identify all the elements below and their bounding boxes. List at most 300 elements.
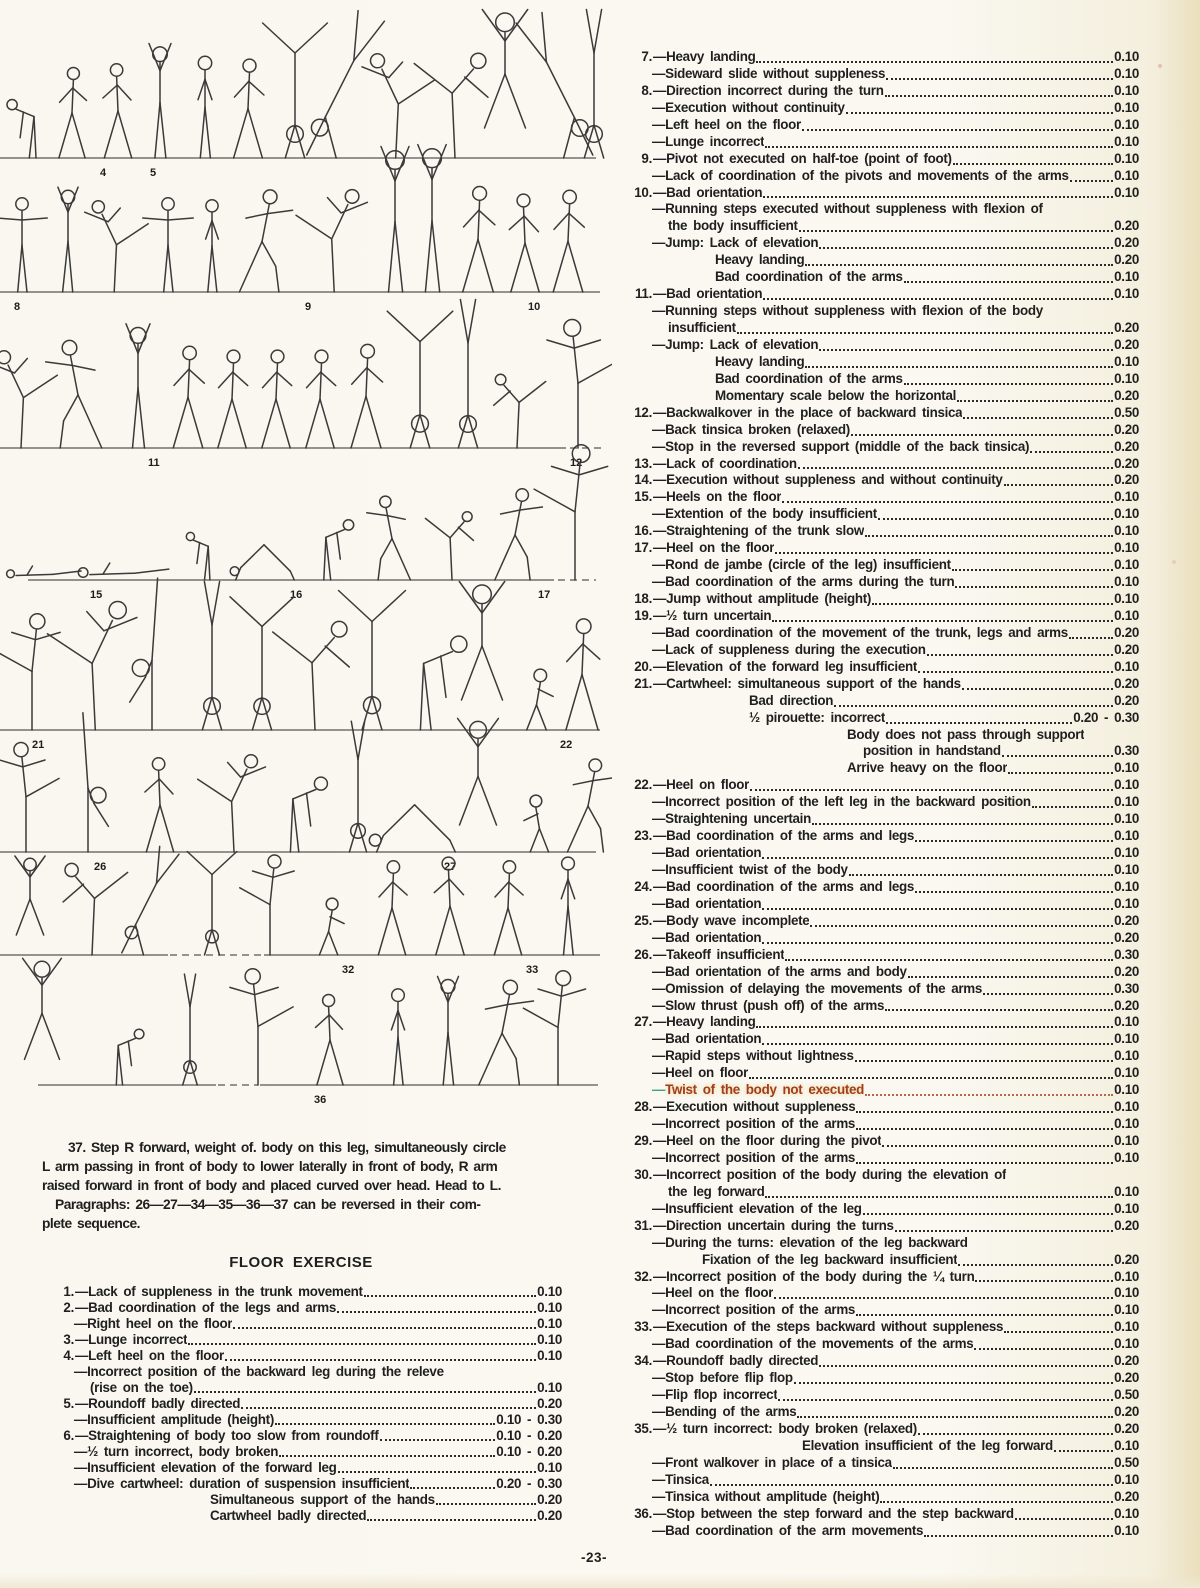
deduction-line bbox=[622, 1370, 1139, 1387]
line-text: Running steps without suppleness with flexion of the body bbox=[665, 303, 1043, 319]
deduction-line bbox=[622, 930, 1139, 947]
dot-leader bbox=[915, 840, 1113, 842]
gymnast-figure-lunge bbox=[479, 980, 534, 1085]
line-text: Incorrect position of the arms bbox=[665, 1116, 856, 1132]
line-number: 17. bbox=[634, 540, 652, 556]
line-text: Bad coordination of the arms bbox=[715, 269, 903, 285]
gymnast-figure-bend bbox=[420, 636, 467, 730]
dash: — bbox=[653, 607, 667, 623]
dot-leader bbox=[856, 1111, 1113, 1113]
dot-leader bbox=[863, 1213, 1114, 1215]
dot-leader bbox=[915, 891, 1113, 893]
line-text: Heavy landing bbox=[715, 252, 805, 268]
dot-leader bbox=[762, 1043, 1113, 1045]
dot-leader bbox=[849, 874, 1114, 876]
deduction-line bbox=[622, 422, 1139, 439]
deduction-line bbox=[622, 388, 1139, 405]
line-text: Heel on the floor bbox=[665, 1285, 774, 1301]
dot-leader bbox=[878, 518, 1113, 520]
gymnast-figure-needle bbox=[83, 713, 109, 852]
line-text: Pivot not executed on half-toe (point of foot) bbox=[666, 150, 952, 166]
dot-leader bbox=[819, 1365, 1113, 1367]
dot-leader bbox=[1070, 180, 1113, 182]
dot-leader bbox=[865, 1094, 1113, 1096]
line-value: 0.10 - 0.20 bbox=[496, 1428, 562, 1443]
line-number: 20. bbox=[634, 658, 652, 674]
line-number: 31. bbox=[634, 1217, 652, 1233]
dash: — bbox=[652, 794, 666, 810]
dot-leader bbox=[955, 586, 1113, 588]
dot-leader bbox=[855, 1060, 1114, 1062]
line-value: 0.20 bbox=[537, 1508, 562, 1523]
deduction-line bbox=[622, 1302, 1139, 1319]
dash: — bbox=[653, 1319, 667, 1335]
dash: — bbox=[652, 557, 666, 573]
deduction-line bbox=[622, 862, 1139, 879]
paragraph-line: raised forward in front of body and placed curved over head. Head to L. bbox=[42, 1178, 501, 1193]
line-value: 0.10 bbox=[1114, 82, 1139, 98]
line-value: 0.10 bbox=[537, 1316, 562, 1331]
dot-leader bbox=[819, 349, 1113, 351]
line-text: Sideward slide without suppleness bbox=[665, 65, 886, 81]
line-number: 27. bbox=[634, 1014, 652, 1030]
line-value: 0.20 bbox=[1114, 997, 1139, 1013]
line-value: 0.20 bbox=[1114, 235, 1139, 251]
deduction-line bbox=[622, 1082, 1139, 1099]
line-text: Bad direction bbox=[749, 692, 834, 708]
dash: — bbox=[652, 201, 666, 217]
gymnast-figure-walk bbox=[378, 861, 407, 955]
line-value: 0.20 bbox=[1114, 963, 1139, 979]
dash: — bbox=[652, 845, 666, 861]
deduction-line bbox=[622, 964, 1139, 981]
dot-leader bbox=[367, 1519, 536, 1521]
dash: — bbox=[653, 455, 667, 471]
dot-leader bbox=[765, 1196, 1113, 1198]
line-number: 24. bbox=[634, 878, 652, 894]
line-value: 0.10 bbox=[1114, 133, 1139, 149]
gymnast-figure-armsup bbox=[438, 976, 459, 1085]
deduction-line bbox=[622, 83, 1139, 100]
line-number: 1. bbox=[63, 1284, 74, 1299]
deduction-line bbox=[40, 1380, 562, 1396]
line-text: Bad orientation bbox=[665, 895, 762, 911]
line-number: 15. bbox=[634, 489, 652, 505]
line-value: 0.10 bbox=[1114, 49, 1139, 64]
line-text: Heel on floor bbox=[665, 1065, 749, 1081]
line-number: 23. bbox=[634, 828, 652, 844]
line-text: Stop in the reversed support (middle of the back tinsica) bbox=[665, 438, 1030, 454]
deduction-line bbox=[622, 845, 1139, 862]
line-value: 0.10 bbox=[1114, 1082, 1139, 1098]
deduction-line bbox=[40, 1300, 562, 1316]
line-text: Incorrect position of the backward leg during the releve bbox=[87, 1364, 444, 1379]
deduction-line bbox=[622, 1455, 1139, 1472]
deduction-line bbox=[622, 1235, 1139, 1252]
gymnast-figure-walk bbox=[434, 857, 464, 955]
dot-leader bbox=[749, 1077, 1113, 1079]
gymnast-figure-stand bbox=[206, 200, 219, 292]
dot-leader bbox=[872, 603, 1113, 605]
line-text: Bad orientation bbox=[666, 286, 763, 302]
paragraph-line: L arm passing in front of body to lower laterally in front of body, R arm bbox=[42, 1159, 498, 1174]
deduction-line bbox=[622, 1116, 1139, 1133]
deduction-line bbox=[622, 743, 1139, 760]
line-value: 0.10 bbox=[1114, 1065, 1139, 1081]
gymnast-figure-walk bbox=[494, 861, 523, 955]
gymnast-figure-walk bbox=[316, 995, 344, 1086]
dot-leader bbox=[918, 1433, 1113, 1435]
dash: — bbox=[653, 1505, 667, 1521]
dash: — bbox=[652, 235, 666, 251]
gymnast-figure-cart bbox=[307, 11, 385, 158]
line-value: 0.20 bbox=[1114, 1370, 1139, 1386]
dash: — bbox=[653, 658, 667, 674]
dash: — bbox=[652, 1065, 666, 1081]
gymnast-figure-armsup bbox=[381, 147, 409, 293]
deduction-line bbox=[622, 981, 1139, 998]
line-value: 0.10 bbox=[1114, 1133, 1139, 1148]
dot-leader bbox=[774, 1297, 1113, 1299]
deduction-line bbox=[622, 286, 1139, 303]
dot-leader bbox=[1008, 772, 1113, 774]
line-text: Body does not pass through support bbox=[847, 726, 1085, 742]
line-text: Flip flop incorrect bbox=[665, 1387, 778, 1403]
line-text: Elevation of the forward leg insufficient bbox=[666, 658, 918, 674]
gymnast-figure-armside bbox=[143, 198, 193, 292]
line-number: 34. bbox=[634, 1353, 652, 1369]
deduction-line bbox=[622, 439, 1139, 456]
dot-leader bbox=[957, 400, 1113, 402]
deduction-line bbox=[622, 320, 1139, 337]
deduction-line bbox=[622, 134, 1139, 151]
deduction-line bbox=[40, 1444, 562, 1460]
dot-leader bbox=[963, 417, 1113, 419]
paragraph-line: plete sequence. bbox=[42, 1216, 141, 1231]
dash: — bbox=[653, 540, 667, 556]
line-value: 0.10 bbox=[1114, 540, 1139, 556]
dash: — bbox=[652, 574, 666, 590]
line-text: Bad coordination of the arm movements bbox=[665, 1522, 924, 1538]
dot-leader bbox=[983, 993, 1113, 995]
deduction-line bbox=[622, 1048, 1139, 1065]
dot-leader bbox=[798, 467, 1113, 469]
deduction-line bbox=[622, 168, 1139, 185]
line-text: Twist of the body not executed bbox=[665, 1082, 865, 1098]
dash: — bbox=[652, 1200, 666, 1216]
dash: — bbox=[652, 997, 666, 1013]
gymnast-figure-kick bbox=[547, 320, 612, 449]
gymnast-figure-armsup bbox=[149, 44, 171, 159]
line-value: 0.20 bbox=[1114, 675, 1139, 691]
deduction-line bbox=[622, 591, 1139, 608]
line-value: 0.10 bbox=[1114, 878, 1139, 894]
line-text: Rapid steps without lightness bbox=[665, 1048, 854, 1064]
gymnast-figure-walk bbox=[463, 187, 495, 293]
line-text: Roundoff badly directed bbox=[666, 1353, 819, 1369]
deduction-line bbox=[622, 1472, 1139, 1489]
dot-leader bbox=[785, 959, 1113, 961]
line-value: 0.10 bbox=[1114, 1336, 1139, 1352]
dot-leader bbox=[885, 95, 1114, 97]
dot-leader bbox=[958, 1264, 1113, 1266]
floor-exercise-heading: FLOOR EXERCISE bbox=[229, 1254, 373, 1271]
line-value: 0.20 bbox=[1114, 624, 1139, 640]
dash: — bbox=[653, 49, 667, 64]
sequence-number-label: 11 bbox=[148, 457, 160, 469]
deduction-line bbox=[622, 269, 1139, 286]
line-text: Momentary scale below the horizontal bbox=[715, 387, 957, 403]
line-text: Lunge incorrect bbox=[88, 1332, 188, 1347]
line-number: 25. bbox=[634, 912, 652, 928]
sequence-number-label: 4 bbox=[100, 167, 107, 179]
deduction-line bbox=[622, 49, 1139, 66]
sequence-number-label: 15 bbox=[90, 589, 103, 601]
line-value: 0.10 bbox=[537, 1460, 562, 1475]
line-text: Jump: Lack of elevation bbox=[665, 235, 819, 251]
dot-leader bbox=[812, 823, 1113, 825]
line-value: 0.10 bbox=[1114, 150, 1139, 166]
deduction-line bbox=[622, 405, 1139, 422]
deduction-line bbox=[622, 185, 1139, 202]
dash: — bbox=[652, 1370, 666, 1386]
deduction-line bbox=[622, 1218, 1139, 1235]
deduction-line bbox=[622, 371, 1139, 388]
deduction-line bbox=[40, 1332, 562, 1348]
line-value: 0.20 bbox=[1114, 692, 1139, 708]
gymnast-figure-star bbox=[458, 718, 499, 825]
dot-leader bbox=[856, 1162, 1113, 1164]
line-value: 0.10 bbox=[1114, 760, 1139, 776]
dash: — bbox=[74, 1444, 88, 1459]
dot-leader bbox=[436, 1503, 536, 1505]
line-text: Cartwheel: simultaneous support of the hands bbox=[666, 675, 961, 691]
line-value: 0.10 bbox=[1114, 167, 1139, 183]
gymnast-figure-lie bbox=[78, 563, 169, 577]
line-text: Insufficient elevation of the leg bbox=[665, 1200, 862, 1216]
dot-leader bbox=[819, 247, 1113, 249]
line-value: 0.30 bbox=[1114, 980, 1139, 996]
dash: — bbox=[653, 1268, 667, 1284]
dot-leader bbox=[797, 1416, 1113, 1418]
dash: — bbox=[652, 1234, 666, 1250]
dash: — bbox=[653, 82, 667, 98]
sequence-number-label: 10 bbox=[528, 301, 541, 313]
line-value: 0.20 bbox=[1114, 252, 1139, 268]
dash: — bbox=[74, 1364, 88, 1379]
dot-leader bbox=[1002, 755, 1113, 757]
gymnast-figure-star bbox=[23, 958, 62, 1059]
deduction-line bbox=[622, 1201, 1139, 1218]
dash: — bbox=[652, 811, 666, 827]
dash: — bbox=[653, 828, 667, 844]
line-text: Bad coordination of the arms and legs bbox=[666, 828, 915, 844]
line-text: Heavy landing bbox=[715, 353, 805, 369]
gymnast-figure-hsplit bbox=[187, 852, 237, 956]
gymnast-figure-scale bbox=[63, 863, 128, 955]
dot-leader bbox=[924, 1535, 1113, 1537]
line-text: Lack of coordination of the pivots and movements of the arms bbox=[665, 167, 1069, 183]
dot-leader bbox=[194, 1391, 536, 1393]
line-value: 0.50 bbox=[1114, 404, 1139, 420]
deduction-line bbox=[622, 1031, 1139, 1048]
deduction-line bbox=[622, 998, 1139, 1015]
line-text: ½ pirouette: incorrect bbox=[749, 709, 886, 725]
line-value: 0.10 bbox=[1114, 1183, 1139, 1199]
dot-leader bbox=[846, 112, 1113, 114]
sequence-number-label: 12 bbox=[570, 457, 583, 469]
line-value: 0.10 bbox=[1114, 777, 1139, 793]
line-value: 0.10 bbox=[1114, 1099, 1139, 1115]
line-text: Bending of the arms bbox=[665, 1404, 797, 1419]
gymnast-figure-hsplit bbox=[263, 23, 328, 158]
line-value: 0.10 bbox=[1114, 1505, 1139, 1521]
line-number: 14. bbox=[634, 472, 652, 488]
line-value: 0.10 bbox=[1114, 1116, 1139, 1132]
line-value: 0.10 bbox=[1114, 99, 1139, 115]
gymnast-figure-armsup bbox=[418, 145, 446, 292]
dash: — bbox=[652, 1116, 666, 1132]
line-text: Execution of the steps backward without suppleness bbox=[666, 1319, 1004, 1335]
line-value: 0.10 bbox=[1114, 1437, 1139, 1453]
gymnast-figure-arab bbox=[47, 602, 136, 731]
gymnast-figure-scale bbox=[494, 374, 546, 448]
deduction-line bbox=[622, 1252, 1139, 1269]
line-value: 0.10 bbox=[1114, 828, 1139, 844]
line-value: 0.10 bbox=[1114, 1319, 1139, 1335]
sequence-number-label: 5 bbox=[150, 167, 157, 179]
line-value: 0.10 bbox=[1114, 845, 1139, 861]
dot-leader bbox=[410, 1487, 495, 1489]
gymnast-figure-panel bbox=[0, 0, 612, 1125]
gymnast-figure-armside bbox=[0, 198, 47, 292]
dash: — bbox=[653, 472, 667, 488]
line-number: 19. bbox=[634, 607, 652, 623]
gymnast-figure-kick bbox=[0, 743, 59, 853]
gymnast-figure-walk bbox=[173, 346, 204, 448]
line-value: 0.20 - 0.30 bbox=[496, 1476, 562, 1491]
dash: — bbox=[653, 286, 667, 302]
deduction-line bbox=[622, 574, 1139, 591]
dash: — bbox=[652, 929, 666, 945]
dot-leader bbox=[893, 1467, 1113, 1469]
line-text: Straightening uncertain bbox=[665, 811, 811, 827]
gymnast-figure-bend bbox=[186, 532, 210, 580]
line-text: Elevation insufficient of the leg forward bbox=[802, 1437, 1053, 1453]
dash: — bbox=[652, 65, 666, 81]
line-value: 0.10 bbox=[1114, 862, 1139, 877]
line-text: Tinsica without amplitude (height) bbox=[665, 1488, 880, 1504]
line-value: 0.10 bbox=[1114, 269, 1139, 285]
deduction-line bbox=[40, 1284, 562, 1300]
deduction-line bbox=[40, 1396, 562, 1412]
deduction-line bbox=[622, 523, 1139, 540]
deduction-line bbox=[622, 472, 1139, 489]
line-text: Bad coordination of the movement of the trunk, legs and arms bbox=[665, 624, 1068, 640]
dot-leader bbox=[886, 722, 1072, 724]
line-text: Straightening of body too slow from roundoff bbox=[88, 1428, 379, 1443]
gymnast-figure-bend bbox=[290, 777, 327, 852]
dash: — bbox=[652, 99, 666, 115]
line-text: position in handstand bbox=[863, 743, 1001, 759]
line-value: 0.10 - 0.20 bbox=[496, 1444, 562, 1459]
line-text: Bad orientation bbox=[666, 184, 763, 200]
dot-leader bbox=[975, 1280, 1113, 1282]
line-number: 5. bbox=[63, 1396, 74, 1411]
line-text: Execution without suppleness and without continuity bbox=[666, 472, 1003, 488]
line-text: Incorrect position of the body during the ¼ turn bbox=[666, 1268, 975, 1284]
dot-leader bbox=[225, 1359, 536, 1361]
dot-leader bbox=[908, 976, 1114, 978]
page-number: -23- bbox=[580, 1550, 607, 1565]
paragraph-line: 37. Step R forward, weight of. body on this leg, simultaneously circle bbox=[68, 1140, 506, 1155]
line-value: 0.10 bbox=[1114, 794, 1139, 810]
line-number: 16. bbox=[634, 523, 652, 539]
dot-leader bbox=[241, 1407, 536, 1409]
line-value: 0.10 bbox=[1114, 658, 1139, 674]
gymnast-figure-arab bbox=[198, 755, 266, 852]
line-value: 0.10 bbox=[1114, 574, 1139, 590]
line-text: Straightening of the trunk slow bbox=[666, 523, 864, 539]
dash: — bbox=[652, 963, 666, 979]
dot-leader bbox=[233, 1327, 536, 1329]
deduction-line bbox=[40, 1460, 562, 1476]
dash: — bbox=[75, 1396, 89, 1411]
dot-leader bbox=[904, 281, 1114, 283]
dot-leader bbox=[782, 501, 1113, 503]
line-number: 6. bbox=[63, 1428, 74, 1443]
deduction-line bbox=[622, 1387, 1139, 1404]
gymnast-figure-hstand bbox=[458, 300, 477, 449]
gymnast-figure-arab bbox=[362, 54, 435, 158]
gymnast-figure-bend bbox=[116, 1029, 144, 1085]
dot-leader bbox=[799, 230, 1113, 232]
line-text: (rise on the toe) bbox=[90, 1380, 193, 1395]
gymnast-figure-crouch bbox=[527, 669, 553, 730]
deduction-line bbox=[622, 659, 1139, 676]
line-value: 0.20 bbox=[1114, 1404, 1139, 1419]
line-number: 33. bbox=[634, 1319, 652, 1335]
dot-leader bbox=[885, 1009, 1113, 1011]
line-text: Jump without amplitude (height) bbox=[666, 591, 872, 606]
line-value: 0.10 bbox=[1114, 591, 1139, 606]
dash: — bbox=[653, 878, 667, 894]
line-text: Rond de jambe (circle of the leg) insufficient bbox=[665, 557, 951, 573]
dash: — bbox=[652, 167, 666, 183]
gymnast-figure-hstand bbox=[584, 10, 603, 159]
gymnast-figure-stand bbox=[198, 56, 212, 158]
sequence-number-label: 32 bbox=[342, 964, 355, 976]
line-value: 0.10 bbox=[1114, 1014, 1139, 1030]
dash: — bbox=[653, 591, 667, 606]
deduction-line bbox=[40, 1348, 562, 1364]
line-value: 0.10 bbox=[1114, 811, 1139, 827]
line-value: 0.30 bbox=[1114, 946, 1139, 962]
dot-leader bbox=[775, 552, 1113, 554]
dot-leader bbox=[865, 535, 1113, 537]
line-text: Bad orientation bbox=[665, 845, 762, 861]
line-number: 11. bbox=[635, 286, 652, 302]
line-text: Bad orientation of the arms and body bbox=[665, 963, 907, 979]
deduction-line bbox=[622, 117, 1139, 134]
line-text: Insufficient twist of the body bbox=[665, 862, 848, 877]
dot-leader bbox=[810, 925, 1113, 927]
gymnast-figure-walk bbox=[262, 350, 292, 448]
gymnast-figure-stand bbox=[561, 857, 574, 955]
line-text: Bad coordination of the legs and arms bbox=[88, 1300, 337, 1315]
dot-leader bbox=[710, 1484, 1113, 1486]
line-number: 21. bbox=[634, 675, 652, 691]
